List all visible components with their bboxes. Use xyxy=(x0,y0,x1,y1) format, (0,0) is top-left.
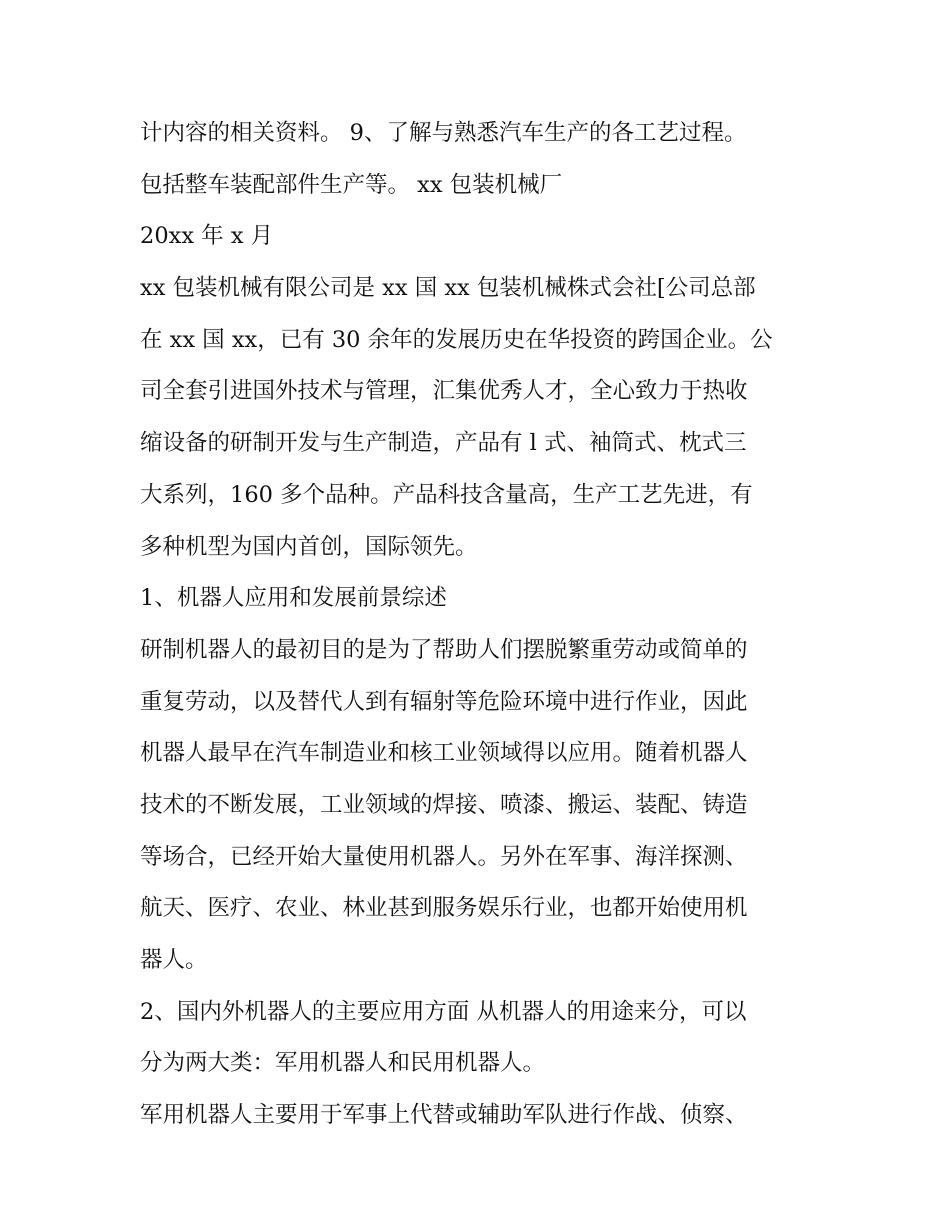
section-heading: 2、国内外机器人的主要应用方面 从机器人的用途来分，可以 xyxy=(140,998,747,1025)
text-line: 缩设备的研制开发与生产制造，产品有 l 式、袖筒式、枕式三 xyxy=(140,430,747,457)
text-line: 机器人最早在汽车制造业和核工业领域得以应用。随着机器人 xyxy=(140,740,748,767)
document-body xyxy=(140,108,820,1142)
text-line: 分为两大类：军用机器人和民用机器人。 xyxy=(140,1050,546,1077)
text-line: 重复劳动，以及替代人到有辐射等危险环境中进行作业，因此 xyxy=(140,688,748,715)
text-line: xx 包装机械有限公司是 xx 国 xx 包装机械株式会社[公司总部 xyxy=(140,275,756,302)
text-line: 计内容的相关资料。 9、了解与熟悉汽车生产的各工艺过程。 xyxy=(140,120,747,146)
text-line: 军用机器人主要用于军事上代替或辅助军队进行作战、侦察、 xyxy=(140,1102,748,1129)
text-line: 多种机型为国内首创，国际领先。 xyxy=(140,533,478,560)
section-heading: 1、机器人应用和发展前景综述 xyxy=(140,585,447,612)
text-line: 器人。 xyxy=(140,947,208,973)
date-line: 20xx 年 x 月 xyxy=(140,223,274,250)
text-line: 司全套引进国外技术与管理，汇集优秀人才，全心致力于热收 xyxy=(140,378,748,405)
text-line: 在 xx 国 xx，已有 30 余年的发展历史在华投资的跨国企业。公 xyxy=(140,326,773,353)
text-line: 等场合，已经开始大量使用机器人。另外在军事、海洋探测、 xyxy=(140,843,748,870)
text-line: 研制机器人的最初目的是为了帮助人们摆脱繁重劳动或简单的 xyxy=(140,636,748,663)
text-line: 包括整车装配部件生产等。 xx 包装机械厂 xyxy=(140,171,563,198)
text-line: 航天、医疗、农业、林业甚到服务娱乐行业，也都开始使用机 xyxy=(140,895,748,922)
text-line: 大系列，160 多个品种。产品科技含量高，生产工艺先进，有 xyxy=(140,481,753,508)
text-line: 技术的不断发展，工业领域的焊接、喷漆、搬运、装配、铸造 xyxy=(140,791,748,818)
